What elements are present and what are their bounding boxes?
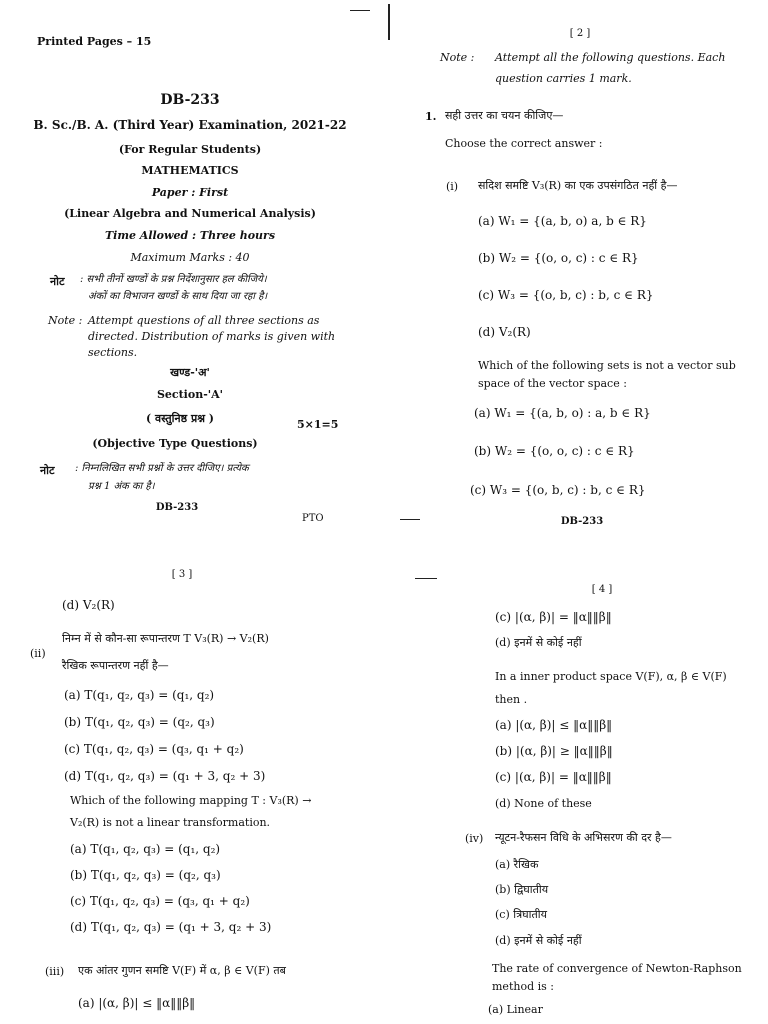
option-c-english: (c) W₃ = {(o, b, c) : b, c ∈ R} — [470, 483, 646, 497]
prev-option-d: (d) V₂(R) — [62, 598, 115, 612]
objective-english: (Objective Type Questions) — [92, 437, 258, 450]
page-2 — [400, 0, 768, 540]
note-line-2: question carries 1 mark. — [495, 72, 632, 85]
question-iv-number: (iv) — [465, 832, 484, 845]
maximum-marks: Maximum Marks : 40 — [130, 251, 250, 264]
question-iv-english-line-1: The rate of convergence of Newton-Raphson — [492, 962, 742, 975]
note2-line-1: : निम्नलिखित सभी प्रश्नों के उत्तर दीजिए। प्रत्येक — [75, 463, 249, 474]
footer-code: DB-233 — [560, 516, 604, 527]
option-a-hindi: (a) रैखिक — [495, 858, 539, 871]
option-d-english: (d) None of these — [495, 797, 592, 810]
page-number: [ 3 ] — [171, 569, 193, 580]
note2-label: नोट — [40, 464, 55, 477]
option-d-hindi: (d) T(q₁, q₂, q₃) = (q₁ + 3, q₂ + 3) — [64, 769, 266, 783]
question-iv-option-a: (a) Linear — [488, 1003, 543, 1016]
question-ii-hindi-line-2: रैखिक रूपान्तरण नहीं है— — [62, 659, 169, 672]
option-c-hindi: (c) W₃ = {(o, b, c) : b, c ∈ R} — [478, 288, 654, 302]
option-c-hindi: (c) त्रिघातीय — [495, 908, 548, 921]
section-hindi: खण्ड-'अ' — [170, 366, 210, 379]
option-d-english: (d) T(q₁, q₂, q₃) = (q₁ + 3, q₂ + 3) — [70, 920, 272, 934]
exam-title: B. Sc./B. A. (Third Year) Examination, 2021-22 — [33, 118, 347, 132]
question-ii-english-line-2: V₂(R) is not a linear transformation. — [70, 816, 271, 829]
time-allowed: Time Allowed : Three hours — [104, 229, 276, 242]
question-i-hindi: सदिश समष्टि V₃(R) का एक उपसंगठित नहीं है— — [478, 179, 678, 192]
page-number: [ 4 ] — [591, 584, 613, 595]
note-hindi-label: नोट — [50, 275, 65, 288]
paper-code: DB-233 — [160, 92, 220, 108]
question-iii-option-a: (a) |(α, β)| ≤ ‖α‖‖β‖ — [78, 996, 196, 1010]
prev-option-c: (c) |(α, β)| = ‖α‖‖β‖ — [495, 610, 612, 624]
note-english-line-3: sections. — [88, 346, 138, 359]
option-a-english: (a) T(q₁, q₂, q₃) = (q₁, q₂) — [70, 842, 221, 856]
note-english-label: Note : — [48, 314, 83, 327]
section-english: Section-'A' — [156, 388, 224, 401]
question-i-english-line-1: Which of the following sets is not a vector sub — [478, 359, 736, 372]
question-1-hindi: सही उत्तर का चयन कीजिए— — [445, 109, 564, 122]
option-c-english: (c) T(q₁, q₂, q₃) = (q₃, q₁ + q₂) — [70, 894, 250, 908]
question-i-english-line-2: space of the vector space : — [478, 377, 627, 390]
option-a-hindi: (a) W₁ = {(a, b, o) a, b ∈ R} — [478, 214, 647, 228]
pto: PTO — [302, 513, 324, 524]
option-b-hindi: (b) T(q₁, q₂, q₃) = (q₂, q₃) — [64, 715, 215, 729]
regular-students: (For Regular Students) — [118, 143, 262, 156]
question-ii-english-line-1: Which of the following mapping T : V₃(R) → — [70, 794, 312, 807]
objective-hindi: ( वस्तुनिष्ठ प्रश्न ) — [145, 412, 215, 425]
note-english-line-2: directed. Distribution of marks is given with — [88, 330, 336, 343]
option-d-hindi: (d) V₂(R) — [478, 325, 531, 339]
note-hindi-line-2: अंकों का विभाजन खण्डों के साथ दिया जा रहा है। — [88, 291, 268, 302]
question-iv-english-line-2: method is : — [492, 980, 554, 993]
printed-pages: Printed Pages – 15 — [37, 35, 152, 48]
option-d-hindi: (d) इनमें से कोई नहीं — [495, 934, 582, 947]
question-iii-english-line-2: then . — [495, 693, 528, 706]
paper-number: Paper : First — [151, 186, 229, 199]
objective-marks: 5×1=5 — [297, 418, 339, 431]
page-number: [ 2 ] — [569, 28, 591, 39]
paper-topic: (Linear Algebra and Numerical Analysis) — [64, 207, 316, 220]
scan-mark — [388, 4, 390, 40]
question-i-number: (i) — [446, 180, 459, 193]
note-line-1: Attempt all the following questions. Each — [495, 51, 726, 64]
page-1 — [0, 0, 384, 540]
question-1-number: 1. — [425, 110, 437, 123]
note-english-line-1: Attempt questions of all three sections as — [88, 314, 320, 327]
note-hindi-line-1: : सभी तीनों खण्डों के प्रश्न निर्देशानुसार हल कीजिये। — [80, 274, 267, 285]
question-ii-number: (ii) — [30, 647, 46, 660]
prev-option-d: (d) इनमें से कोई नहीं — [495, 636, 582, 649]
option-a-english: (a) |(α, β)| ≤ ‖α‖‖β‖ — [495, 718, 613, 732]
option-a-hindi: (a) T(q₁, q₂, q₃) = (q₁, q₂) — [64, 688, 215, 702]
option-c-english: (c) |(α, β)| = ‖α‖‖β‖ — [495, 770, 612, 784]
page-3 — [0, 555, 400, 1024]
question-ii-hindi-line-1: निम्न में से कौन-सा रूपान्तरण T V₃(R) → V₂(R) — [62, 632, 269, 645]
option-b-hindi: (b) W₂ = {(o, o, c) : c ∈ R} — [478, 251, 639, 265]
option-b-english: (b) |(α, β)| ≥ ‖α‖‖β‖ — [495, 744, 613, 758]
option-a-english: (a) W₁ = {(a, b, o) : a, b ∈ R} — [474, 406, 651, 420]
subject: MATHEMATICS — [141, 164, 239, 177]
page-4 — [410, 570, 768, 1024]
option-b-english: (b) W₂ = {(o, o, c) : c ∈ R} — [474, 444, 635, 458]
question-iii-number: (iii) — [45, 965, 65, 978]
scan-mark — [350, 10, 370, 11]
option-b-english: (b) T(q₁, q₂, q₃) = (q₂, q₃) — [70, 868, 221, 882]
question-iii-english-line-1: In a inner product space V(F), α, β ∈ V(F) — [495, 670, 727, 683]
question-iv-hindi: न्यूटन-रैफसन विधि के अभिसरण की दर है— — [495, 831, 672, 844]
question-1-english: Choose the correct answer : — [445, 137, 603, 150]
question-iii-hindi: एक आंतर गुणन समष्टि V(F) में α, β ∈ V(F) तब — [78, 964, 286, 977]
note-label: Note : — [440, 51, 475, 64]
option-b-hindi: (b) द्विघातीय — [495, 883, 549, 896]
note2-line-2: प्रश्न 1 अंक का है। — [88, 481, 155, 492]
footer-code: DB-233 — [155, 502, 199, 513]
option-c-hindi: (c) T(q₁, q₂, q₃) = (q₃, q₁ + q₂) — [64, 742, 244, 756]
